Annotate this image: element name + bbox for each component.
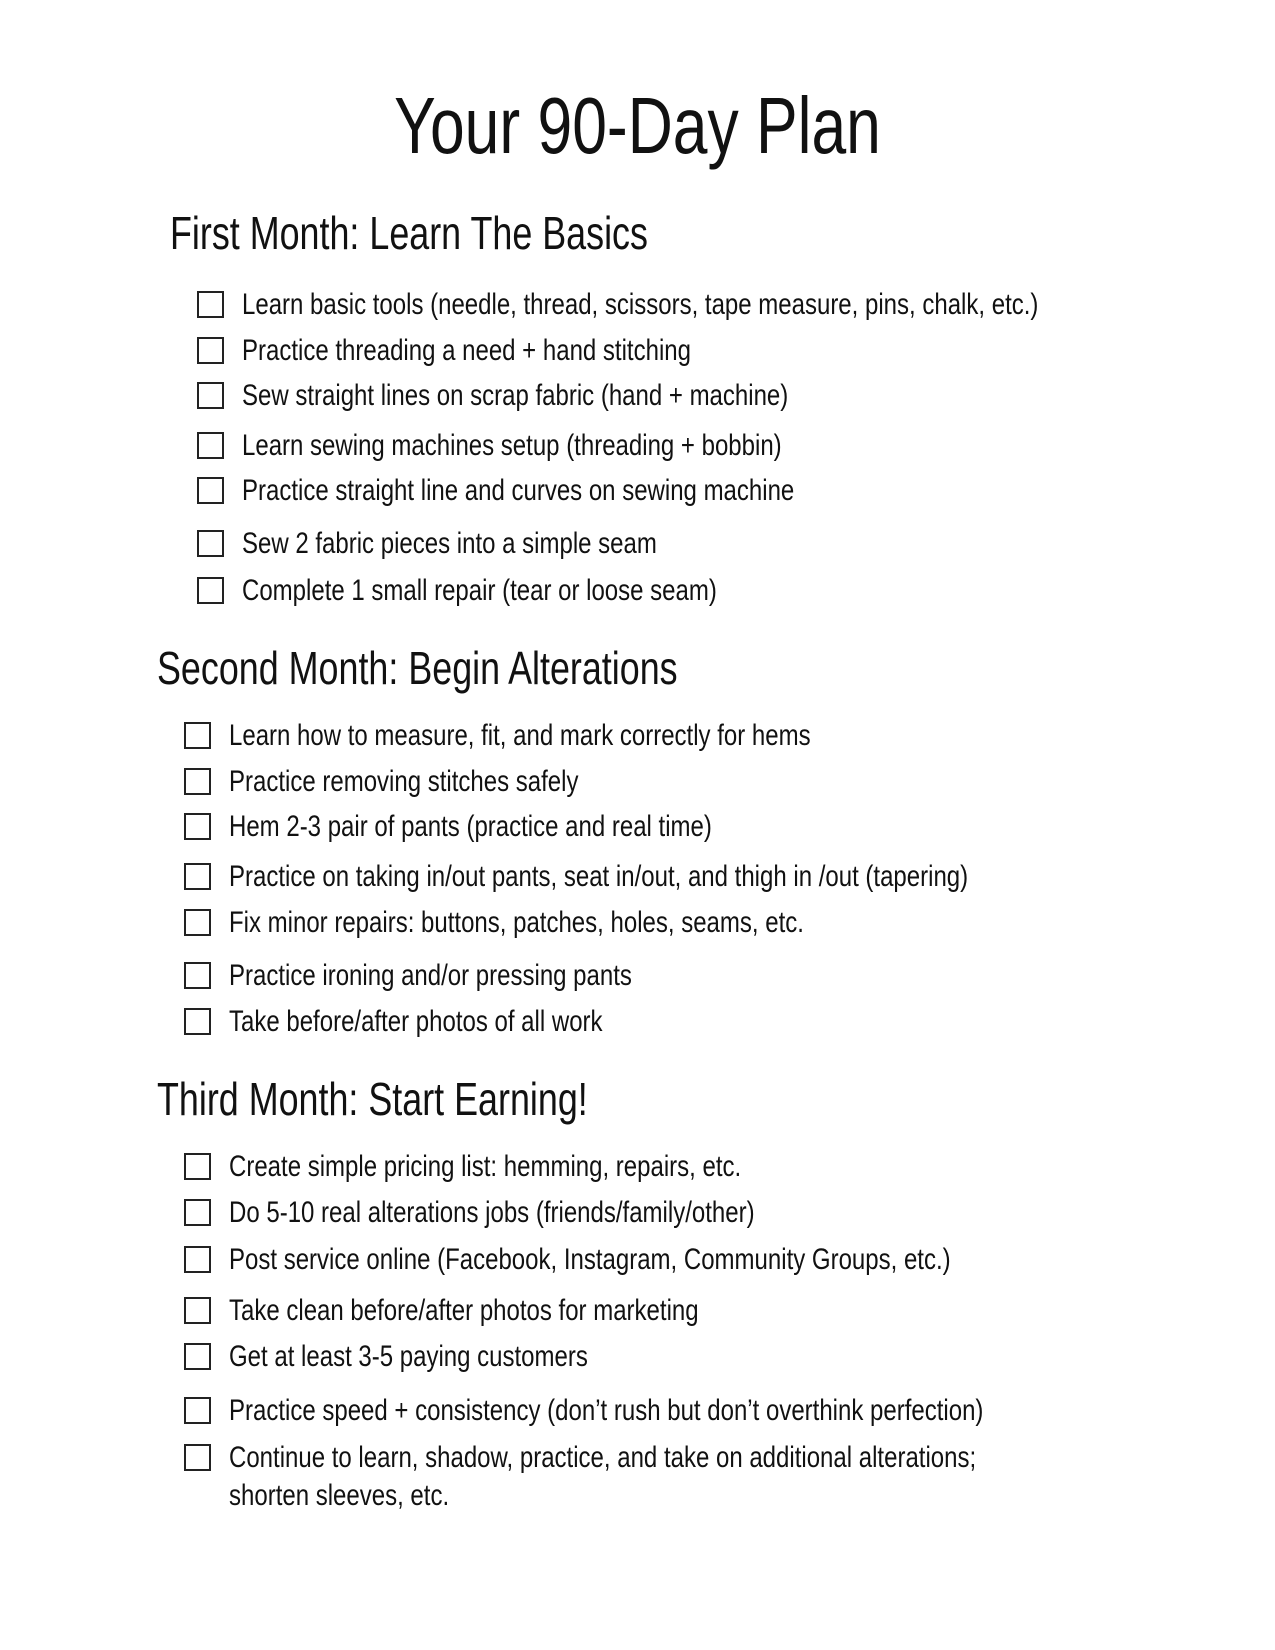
checkbox[interactable] [197, 291, 224, 318]
checkbox[interactable] [184, 1343, 211, 1370]
checklist-item-label: Take before/after photos of all work [229, 1005, 603, 1038]
checkbox[interactable] [184, 962, 211, 989]
checklist-item-label: Get at least 3-5 paying customers [229, 1340, 588, 1373]
checkbox[interactable] [197, 530, 224, 557]
checklist-item-label: Learn how to measure, fit, and mark correctly for hems [229, 719, 811, 752]
checklist-item-label: Practice ironing and/or pressing pants [229, 959, 632, 992]
section-heading-first-month: First Month: Learn The Basics [170, 207, 648, 259]
checkbox[interactable] [184, 1397, 211, 1424]
checkbox[interactable] [184, 813, 211, 840]
checklist-item-label: Practice straight line and curves on sewing machine [242, 474, 795, 507]
checklist-item-label: Learn basic tools (needle, thread, scissors, tape measure, pins, chalk, etc.) [242, 288, 1039, 321]
checklist-item-label: Do 5-10 real alterations jobs (friends/family/other) [229, 1196, 755, 1229]
checklist-item-label: Take clean before/after photos for marketing [229, 1294, 699, 1327]
checkbox[interactable] [184, 909, 211, 936]
checkbox[interactable] [184, 1444, 211, 1471]
checkbox[interactable] [197, 432, 224, 459]
page-title: Your 90-Day Plan [394, 81, 881, 170]
checklist-item-label: Practice removing stitches safely [229, 765, 579, 798]
checkbox[interactable] [184, 1297, 211, 1324]
checkbox[interactable] [184, 863, 211, 890]
checklist-item-label: Complete 1 small repair (tear or loose seam) [242, 574, 717, 607]
checkbox[interactable] [184, 1199, 211, 1226]
checkbox[interactable] [184, 1153, 211, 1180]
checklist-item-label: Hem 2-3 pair of pants (practice and real time) [229, 810, 712, 843]
section-heading-third-month: Third Month: Start Earning! [157, 1073, 588, 1125]
checkbox[interactable] [197, 477, 224, 504]
checkbox[interactable] [197, 577, 224, 604]
checkbox[interactable] [197, 337, 224, 364]
section-heading-second-month: Second Month: Begin Alterations [157, 642, 678, 694]
checklist-item-label: Learn sewing machines setup (threading + bobbin) [242, 429, 782, 462]
checkbox[interactable] [197, 382, 224, 409]
checklist-item-label: Practice threading a need + hand stitching [242, 334, 691, 367]
checklist-item-label: Sew 2 fabric pieces into a simple seam [242, 527, 657, 560]
checklist-item-label: Practice speed + consistency (don’t rush but don’t overthink perfection) [229, 1394, 984, 1427]
checklist-item-label: Practice on taking in/out pants, seat in/out, and thigh in /out (tapering) [229, 860, 969, 893]
checkbox[interactable] [184, 1008, 211, 1035]
checklist-item-label: Continue to learn, shadow, practice, and take on additional alterations; shorten sleeves, etc. [229, 1441, 977, 1512]
checkbox[interactable] [184, 722, 211, 749]
checklist-item-label: Create simple pricing list: hemming, repairs, etc. [229, 1150, 742, 1183]
checkbox[interactable] [184, 768, 211, 795]
checklist-item-label: Post service online (Facebook, Instagram, Community Groups, etc.) [229, 1243, 951, 1276]
checkbox[interactable] [184, 1246, 211, 1273]
checklist-item-label: Sew straight lines on scrap fabric (hand + machine) [242, 379, 789, 412]
checklist-item-label: Fix minor repairs: buttons, patches, holes, seams, etc. [229, 906, 804, 939]
